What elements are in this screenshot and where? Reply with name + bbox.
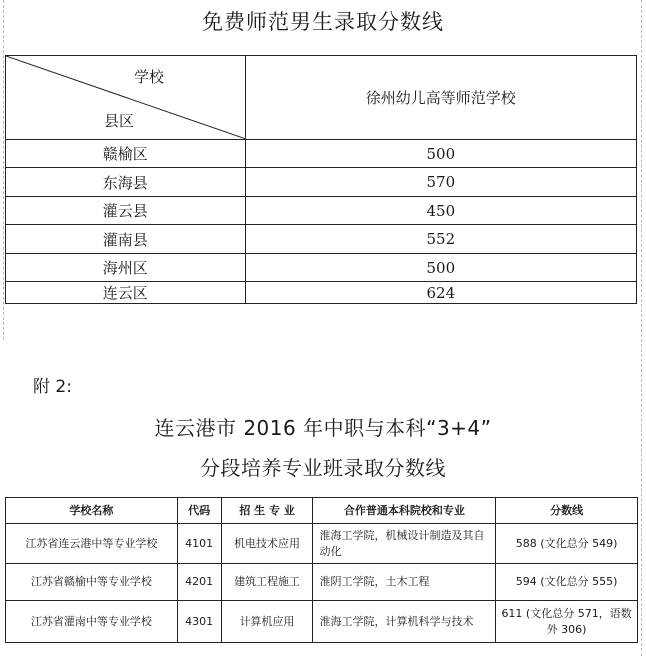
score-cell: 450 [245,197,636,225]
code-cell: 4201 [177,564,221,601]
code-cell: 4101 [177,524,221,564]
table-row [6,197,637,225]
score-cell: 624 [245,282,636,304]
diagonal-header-cell [6,56,246,140]
table2-title-line1: 连云港市 2016 年中职与本科“3+4” [154,416,492,440]
page-border-right [641,0,642,656]
score-cell: 570 [245,168,636,197]
col-header-code: 代码 [177,498,221,524]
school-cell: 江苏省赣榆中等专业学校 [6,564,178,601]
score-cell: 500 [245,140,636,168]
table-header-row [6,498,638,524]
appendix-label: 附 2: [33,377,72,397]
school-cell: 江苏省连云港中等专业学校 [6,524,178,564]
header-county-label: 县区 [104,112,135,130]
county-cell: 东海县 [6,168,246,197]
table-row [6,140,637,168]
major-cell: 机电技术应用 [221,524,313,564]
col-header-school: 学校名称 [6,498,178,524]
table-row [6,168,637,197]
score-cell: 552 [245,225,636,254]
partner-cell: 淮海工学院，机械设计制造及其自动化 [313,524,496,564]
header-school-name: 徐州幼儿高等师范学校 [245,56,636,140]
table-row [6,564,638,601]
table-row [6,225,637,254]
county-cell: 连云区 [6,282,246,304]
table-row [6,254,637,282]
score-cell: 500 [245,254,636,282]
county-cell: 灌南县 [6,225,246,254]
table-row [6,282,637,304]
major-cell: 建筑工程施工 [221,564,313,601]
code-cell: 4301 [177,601,221,643]
header-school-label: 学校 [134,68,165,86]
col-header-score: 分数线 [496,498,638,524]
score-cell: 611 (文化总分 571，语数外 306) [496,601,638,643]
county-cell: 灌云县 [6,197,246,225]
score-cell: 594 (文化总分 555) [496,564,638,601]
table-row [6,524,638,564]
partner-cell: 淮阴工学院，土木工程 [313,564,496,601]
col-header-major: 招 生 专 业 [221,498,313,524]
col-header-partner: 合作普通本科院校和专业 [313,498,496,524]
county-cell: 赣榆区 [6,140,246,168]
table2-title-line2: 分段培养专业班录取分数线 [200,456,446,480]
page-border-left [3,0,4,340]
cutoff-table-free-normal [5,55,637,304]
score-cell: 588 (文化总分 549) [496,524,638,564]
county-cell: 海州区 [6,254,246,282]
cutoff-table-3plus4 [5,497,638,643]
table-row [6,601,638,643]
school-cell: 江苏省灌南中等专业学校 [6,601,178,643]
major-cell: 计算机应用 [221,601,313,643]
partner-cell: 淮海工学院，计算机科学与技术 [313,601,496,643]
table1-title: 免费师范男生录取分数线 [202,10,444,34]
